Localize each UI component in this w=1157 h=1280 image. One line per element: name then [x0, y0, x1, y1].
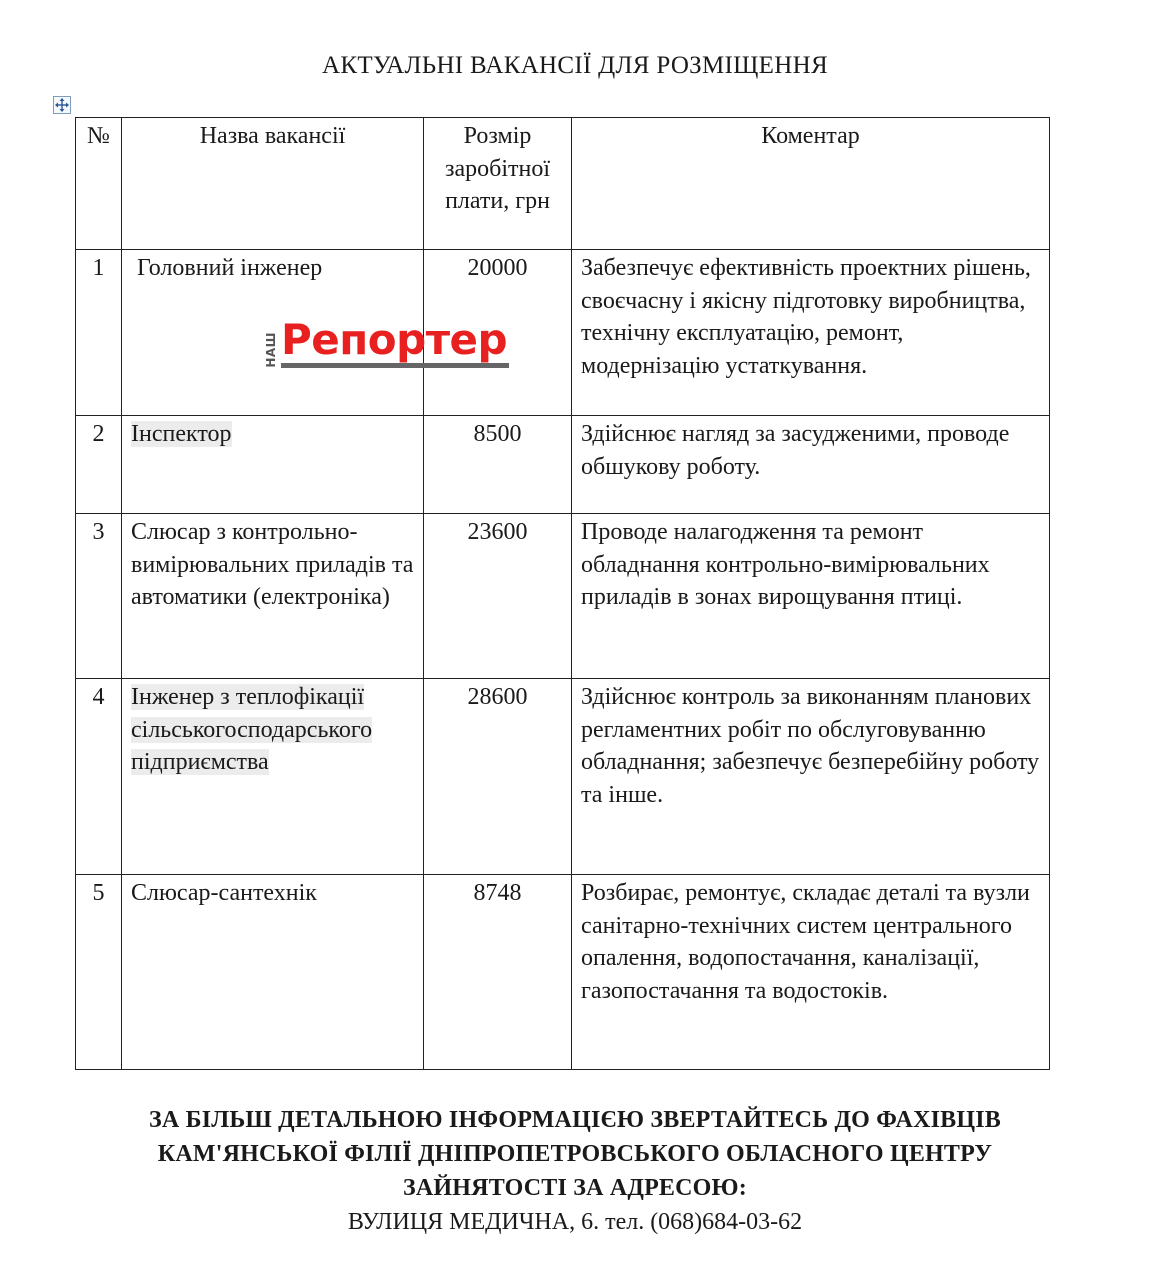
vacancy-name: Слюсар-сантехнік: [122, 875, 424, 1070]
row-number: 5: [76, 875, 122, 1070]
footer-line-2: КАМ'ЯНСЬКОЇ ФІЛІЇ ДНІПРОПЕТРОВСЬКОГО ОБЛАСНОГО ЦЕНТРУ: [157, 1141, 993, 1167]
vacancy-name: Слюсар з контрольно-вимірювальних приладів та автоматики (електроніка): [122, 514, 424, 679]
reporter-watermark-logo: [264, 315, 509, 368]
salary: 20000: [424, 250, 572, 416]
header-vacancy-name: Назва вакансії: [122, 118, 424, 250]
table-move-handle-icon[interactable]: [53, 96, 71, 114]
comment: Забезпечує ефективність проектних рішень, своєчасну і якісну підготовку виробництва, технічну експлуатацію, ремонт, модернізацію устаткування.: [572, 250, 1050, 416]
vacancies-table: [75, 117, 1050, 1070]
logo-side-text: НАШ: [264, 332, 278, 368]
salary: 28600: [424, 679, 572, 875]
vacancy-name: [122, 416, 424, 514]
header-salary: Розмір заробітної плати, грн: [424, 118, 572, 250]
comment: Здійснює нагляд за засудженими, проводе обшукову роботу.: [572, 416, 1050, 514]
four-way-arrow-icon: [55, 98, 69, 112]
salary: 8500: [424, 416, 572, 514]
footer-line-3: ЗАЙНЯТОСТІ ЗА АДРЕСОЮ:: [403, 1175, 747, 1201]
salary: 23600: [424, 514, 572, 679]
row-number: 1: [76, 250, 122, 416]
table-row: [76, 875, 1050, 1070]
comment: Проводе налагодження та ремонт обладнання контрольно-вимірювальних приладів в зонах вирощування птиці.: [572, 514, 1050, 679]
comment: Здійснює контроль за виконанням планових регламентних робіт по обслуговуванню обладнання; забезпечує безперебійну роботу та інше.: [572, 679, 1050, 875]
salary: 8748: [424, 875, 572, 1070]
footer-address-phone: ВУЛИЦЯ МЕДИЧНА, 6. тел. (068)684-03-62: [347, 1209, 803, 1235]
row-number: 4: [76, 679, 122, 875]
footer-line-1: ЗА БІЛЬШ ДЕТАЛЬНОЮ ІНФОРМАЦІЄЮ ЗВЕРТАЙТЕСЬ ДО ФАХІВЦІВ: [149, 1107, 1001, 1133]
header-comment: Коментар: [572, 118, 1050, 250]
table-row: [76, 514, 1050, 679]
contact-footer: [0, 1103, 1150, 1239]
vacancy-name: [122, 679, 424, 875]
header-number: №: [76, 118, 122, 250]
table-row: [76, 679, 1050, 875]
vacancy-name-text: Інспектор: [131, 421, 232, 447]
document-title: АКТУАЛЬНІ ВАКАНСІЇ ДЛЯ РОЗМІЩЕННЯ: [322, 52, 828, 79]
table-row: [76, 250, 1050, 416]
row-number: 3: [76, 514, 122, 679]
vacancy-name-text: Головний інженер: [137, 255, 323, 281]
table-header-row: [76, 118, 1050, 250]
table-row: [76, 416, 1050, 514]
comment: Розбирає, ремонтує, складає деталі та вузли санітарно-технічних систем центрального опалення, водопостачання, каналізації, газопостачання та водостоків.: [572, 875, 1050, 1070]
vacancy-name-text: Інженер з теплофікації сільськогосподарського підприємства: [131, 684, 373, 775]
row-number: 2: [76, 416, 122, 514]
logo-main-text: Репортер: [281, 317, 509, 368]
